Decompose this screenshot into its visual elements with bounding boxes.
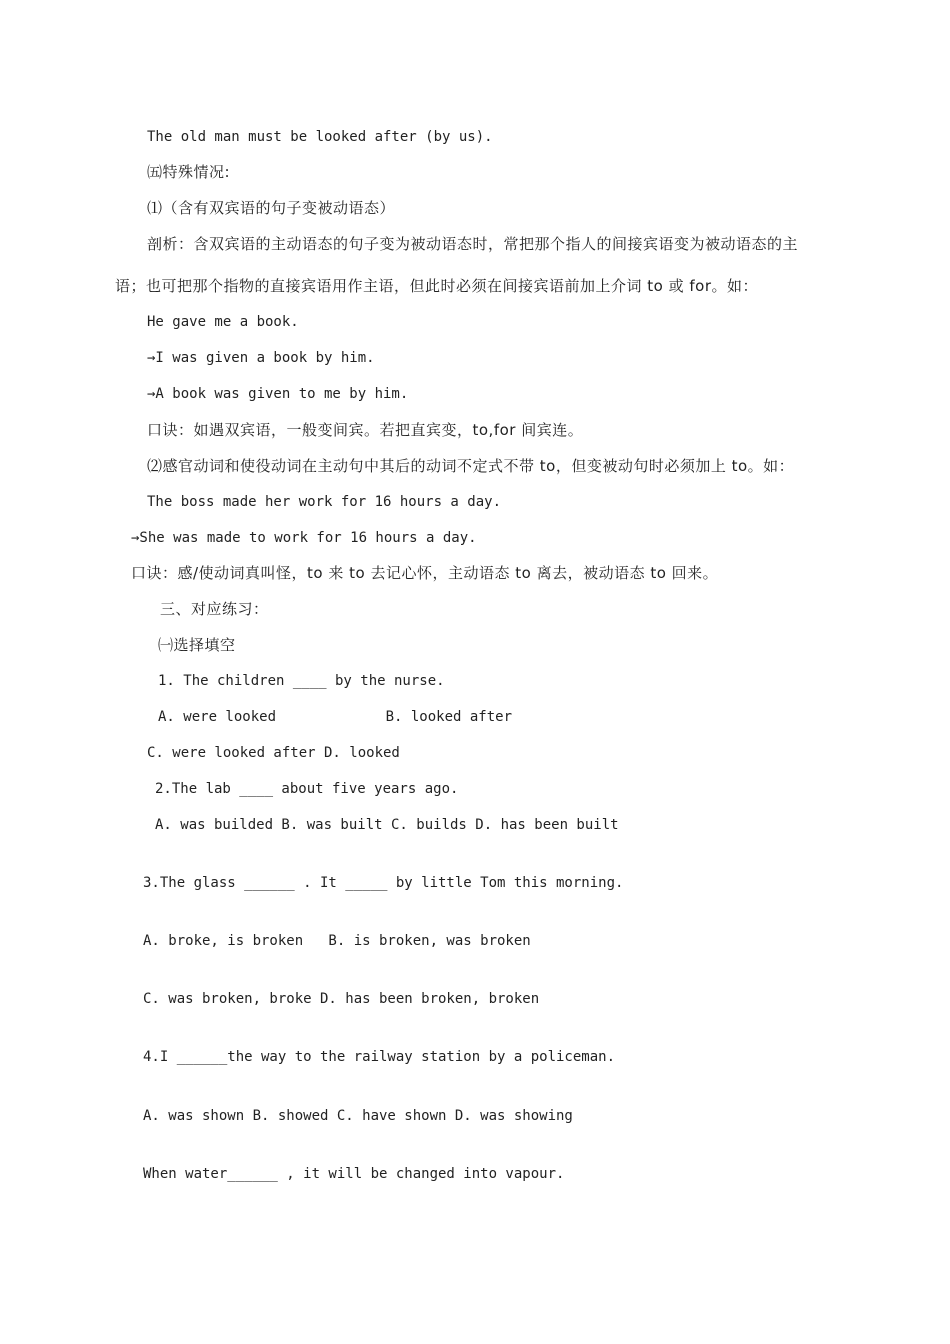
exercise-section-heading: 三、对应练习： — [160, 600, 269, 618]
mnemonic-text: 口诀：如遇双宾语，一般变间宾。若把直宾变，to,for 间宾连。 — [147, 421, 584, 439]
subsection-heading: ⑴（含有双宾语的句子变被动语态） — [147, 199, 396, 217]
mnemonic-text: 口诀：感/使动词真叫怪，to 来 to 去记心怀，主动语态 to 离去，被动语态 to 回来。 — [131, 564, 719, 582]
answer-options: C. was broken, broke D. has been broken, broken — [143, 991, 540, 1007]
example-sentence: The old man must be looked after (by us). — [147, 129, 493, 145]
answer-options: A. broke, is broken B. is broken, was broken — [143, 933, 531, 949]
answer-options: C. were looked after D. looked — [147, 745, 400, 761]
question-text: 1. The children ____ by the nurse. — [158, 673, 445, 689]
example-sentence: →I was given a book by him. — [147, 350, 375, 366]
example-sentence: The boss made her work for 16 hours a day. — [147, 494, 502, 510]
question-text: 3.The glass ______ . It _____ by little Tom this morning. — [143, 875, 624, 891]
answer-options: A. was builded B. was built C. builds D. has been built — [155, 817, 619, 833]
example-sentence: →She was made to work for 16 hours a day. — [131, 530, 477, 546]
section-heading: ㈤特殊情况: — [147, 163, 231, 181]
question-text: 2.The lab ____ about five years ago. — [155, 781, 459, 797]
answer-options: A. were looked B. looked after — [158, 709, 513, 725]
exercise-subheading: ㈠选择填空 — [158, 636, 236, 654]
analysis-paragraph-line: 语；也可把那个指物的直接宾语用作主语，但此时必须在间接宾语前加上介词 to 或 for。如： — [115, 277, 758, 295]
question-text: When water______ , it will be changed into vapour. — [143, 1166, 565, 1182]
example-sentence: He gave me a book. — [147, 314, 299, 330]
analysis-paragraph-line: 剖析：含双宾语的主动语态的句子变为被动语态时，常把那个指人的间接宾语变为被动语态的主 — [147, 235, 799, 253]
question-text: 4.I ______the way to the railway station by a policeman. — [143, 1049, 616, 1065]
answer-options: A. was shown B. showed C. have shown D. was showing — [143, 1108, 573, 1124]
example-sentence: →A book was given to me by him. — [147, 386, 409, 402]
rule-paragraph: ⑵感官动词和使役动词在主动句中其后的动词不定式不带 to，但变被动句时必须加上 to。如： — [147, 457, 795, 475]
